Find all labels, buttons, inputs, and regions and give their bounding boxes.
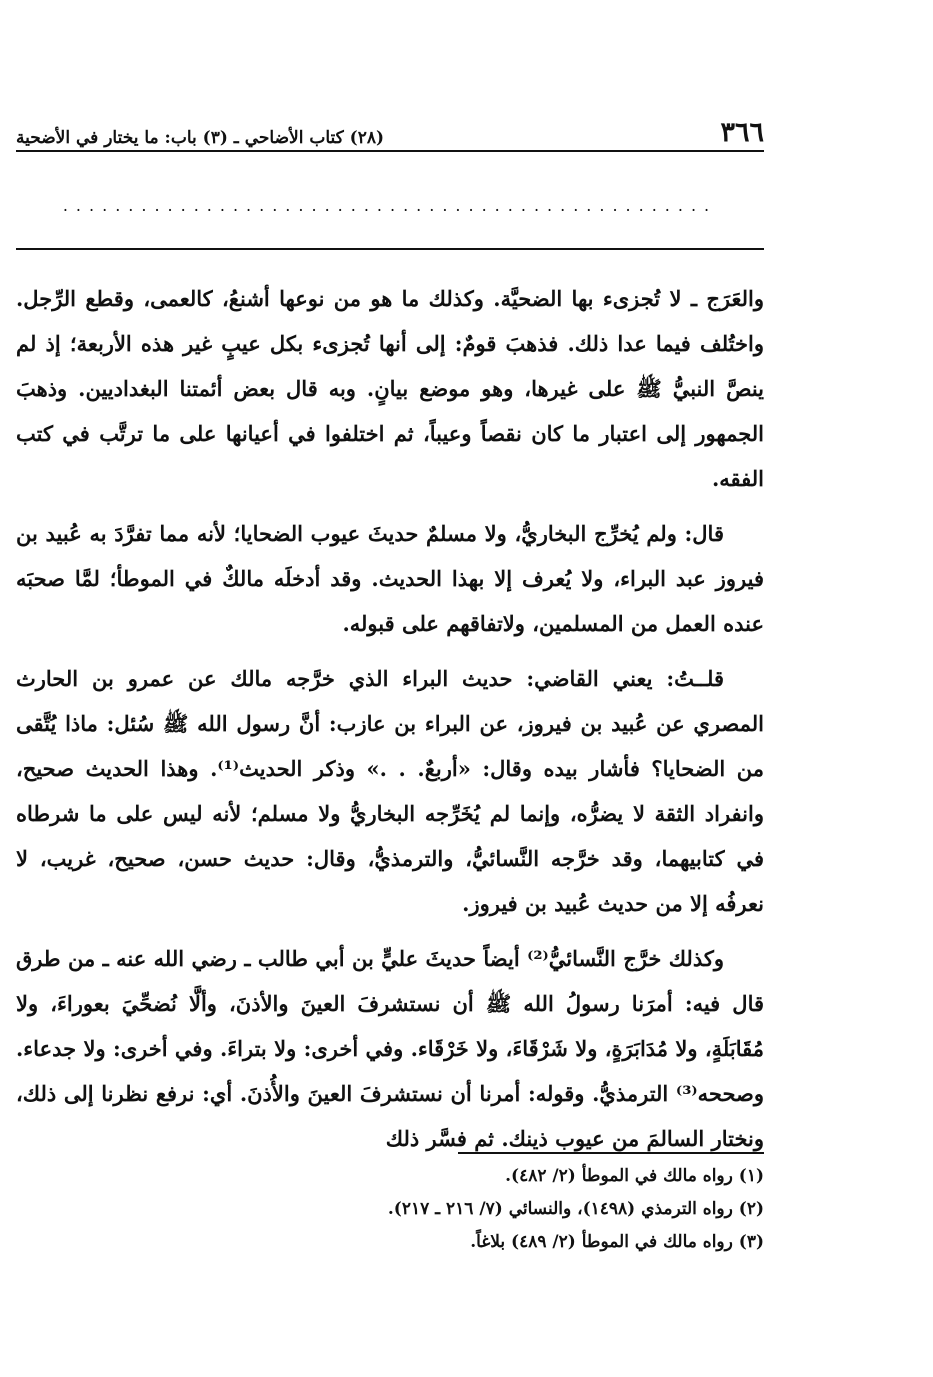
paragraph-2: قال: ولم يُخرِّج البخاريُّ، ولا مسلمٌ حديثَ عيوب الضحايا؛ لأنه مما تفرَّدَ به عُبيد بن فيروز عبد البراء، ولا يُعرف إلا بهذا الحديث. وقد أدخلَه مالكٌ في الموطأ؛ لمَّا صحبَه عنده العمل من المسلمين، ولاتفاقهم على قبوله. [16, 521, 764, 636]
paragraph-3: قلــتُ: يعني القاضي: حديث البراء الذي خرَّجه مالك عن عمرو بن الحارث المصري عن عُبيد بن فيروز، عن البراء بن عازب: أنَّ رسول الله ﷺ سُئل: ماذا يُتَّقى من الضحايا؟ فأشار بيده وقال: «أربعٌ. . .» وذكر الحديث⁽¹⁾. وهذا الحديث صحيح، وانفراد الثقة لا يضرُّه، وإنما لم يُخَرِّجه البخاريُّ ولا مسلم؛ لأنه ليس على ما شرطاه في كتابيهما، وقد خرَّجه النَّسائيُّ، والترمذيُّ، وقال: حديث حسن، صحيح، غريب، لا نعرفُه إلا من حديث عُبيد بن فيروز. [16, 666, 765, 916]
section-rule [16, 248, 764, 250]
page-header [16, 112, 764, 148]
running-title: (٢٨) كتاب الأضاحي ـ (٣) باب: ما يختار في الأضحية [16, 128, 385, 148]
main-text [16, 276, 764, 1171]
paragraph-4: وكذلك خرَّج النَّسائيُّ⁽²⁾ أيضاً حديثَ عليٍّ بن أبي طالب ـ رضي الله عنه ـ من طرق قال فيه: أمرَنا رسولُ الله ﷺ أن نستشرفَ العينَ والأذنَ، وألَّا نُضحِّيَ بعوراءَ، ولا مُقَابَلَةٍ، ولا مُدَابَرَةٍ، ولا شَرْقَاءَ، ولا خَرْقَاء. وفي أخرى: ولا بتراءَ. وفي أخرى: ولا جدعاء. وصححه⁽³⁾ الترمذيُّ. وقوله: أمرنا أن نستشرفَ العينَ والأُذنَ. أي: نرفع نظرنا إلى ذلك، ونختار السالمَ من عيوب ذينك. ثم فسَّر ذلك [16, 946, 765, 1151]
footnote-1: (١) رواه مالك في الموطأ (٢/ ٤٨٢). [505, 1166, 764, 1186]
page-number: ٣٦٦ [720, 117, 764, 148]
footnote-2: (٢) رواه الترمذي (١٤٩٨)، والنسائي (٧/ ٢١٦ ـ ٢١٧). [387, 1199, 764, 1219]
paragraph-1: والعَرَج ـ لا تُجزىء بها الضحيَّة. وكذلك ما هو من نوعها أشنعُ، كالعمى، وقطع الرِّجل. واختُلف فيما عدا ذلك. فذهبَ قومٌ: إلى أنها تُجزىء بكل عيبٍ غير هذه الأربعة؛ إذ لم ينصَّ النبيُّ ﷺ على غيرها، وهو موضع بيانٍ. وبه قال بعض أئمتنا البغداديين. وذهبَ الجمهور إلى اعتبار ما كان نقصاً وعيباً، ثم اختلفوا في أعيانها على ما ترتَّب في كتب الفقه. [16, 286, 764, 491]
footnote-rule [458, 1152, 764, 1154]
dotted-separator: .................................................. [62, 196, 718, 215]
footnote-3: (٣) رواه مالك في الموطأ (٢/ ٤٨٩) بلاغاً. [470, 1232, 764, 1252]
footnotes [16, 1160, 764, 1259]
header-rule [16, 150, 764, 152]
